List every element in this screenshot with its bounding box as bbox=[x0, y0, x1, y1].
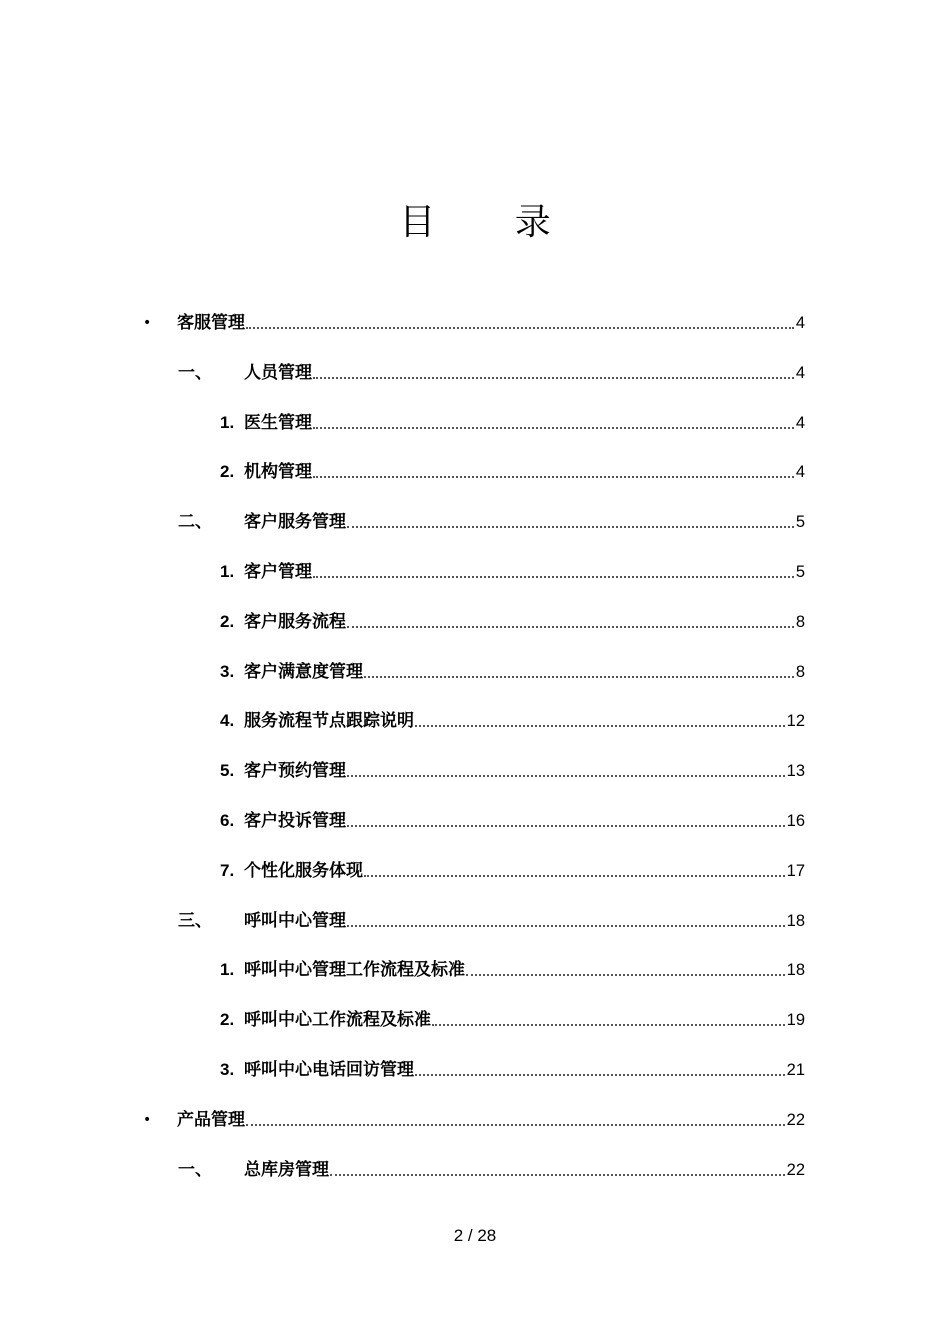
dot-leader bbox=[347, 526, 794, 528]
toc-entry-page-number: 13 bbox=[786, 762, 805, 781]
toc-entry-label[interactable]: 产品管理 bbox=[177, 1109, 245, 1130]
toc-entry-line bbox=[177, 1108, 805, 1132]
toc-entry[interactable] bbox=[0, 348, 950, 398]
toc-entry-number: 2. bbox=[220, 462, 235, 482]
toc-entry-page-number: 17 bbox=[786, 861, 805, 880]
dot-leader bbox=[432, 1024, 785, 1026]
toc-entry-label[interactable]: 客户预约管理 bbox=[244, 761, 346, 782]
toc-entry-number: 一、 bbox=[178, 1159, 212, 1180]
toc-entry-number: 5. bbox=[220, 761, 235, 781]
toc-entry-page-number: 8 bbox=[795, 612, 805, 631]
dot-leader bbox=[347, 775, 785, 777]
toc-entry[interactable] bbox=[0, 447, 950, 497]
toc-entry-page-number: 4 bbox=[795, 413, 805, 432]
toc-entry-page-number: 5 bbox=[795, 513, 805, 532]
dot-leader bbox=[347, 925, 785, 927]
toc-entry[interactable] bbox=[0, 497, 950, 547]
toc-entry-line bbox=[244, 809, 805, 833]
toc-entry[interactable] bbox=[0, 945, 950, 995]
toc-entry-page-number: 5 bbox=[795, 563, 805, 581]
toc-entry[interactable] bbox=[0, 1095, 950, 1145]
toc-entry-label[interactable]: 客户服务管理 bbox=[244, 512, 346, 533]
toc-entry-label[interactable]: 呼叫中心管理工作流程及标准 bbox=[244, 960, 465, 981]
toc-entry[interactable] bbox=[0, 995, 950, 1045]
dot-leader bbox=[313, 476, 794, 478]
toc-entry[interactable] bbox=[0, 398, 950, 448]
toc-entry-number: 三、 bbox=[178, 910, 212, 931]
toc-entry[interactable] bbox=[0, 547, 950, 597]
toc-entry-number: 二、 bbox=[178, 512, 212, 533]
toc-entry-label[interactable]: 客户服务流程 bbox=[244, 611, 346, 632]
toc-entry-label[interactable]: 客户满意度管理 bbox=[244, 661, 363, 682]
toc-entry-page-number: 22 bbox=[786, 1110, 805, 1129]
toc-entry[interactable] bbox=[0, 1045, 950, 1095]
toc-entry[interactable] bbox=[0, 647, 950, 697]
toc-entry-line bbox=[244, 1058, 805, 1082]
bullet-marker: • bbox=[143, 315, 152, 331]
toc-entry-label[interactable]: 总库房管理 bbox=[244, 1159, 329, 1180]
toc-entry-line bbox=[177, 311, 805, 335]
toc-entry-label[interactable]: 呼叫中心管理 bbox=[244, 910, 346, 931]
dot-leader bbox=[466, 974, 785, 976]
dot-leader bbox=[364, 875, 785, 877]
toc-entry[interactable] bbox=[0, 597, 950, 647]
toc-entry-label[interactable]: 个性化服务体现 bbox=[244, 860, 363, 881]
toc-entry-page-number: 4 bbox=[795, 363, 805, 382]
toc-entry-page-number: 22 bbox=[786, 1160, 805, 1179]
toc-entry-page-number: 8 bbox=[795, 662, 805, 681]
toc-entry-line bbox=[244, 460, 805, 484]
dot-leader bbox=[330, 1174, 785, 1176]
toc-entry-line bbox=[244, 859, 805, 883]
toc-entry-number: 2. bbox=[220, 1010, 235, 1030]
toc-entry-page-number: 16 bbox=[786, 812, 805, 830]
toc-entry-label[interactable]: 客服管理 bbox=[177, 313, 245, 333]
toc-entry[interactable] bbox=[0, 298, 950, 348]
toc-entry-number: 3. bbox=[220, 661, 235, 681]
toc-entry-label[interactable]: 机构管理 bbox=[244, 462, 312, 483]
toc-entry-line bbox=[244, 510, 805, 534]
toc-entry[interactable] bbox=[0, 696, 950, 746]
toc-entry[interactable] bbox=[0, 1145, 950, 1195]
toc-entry-number: 1. bbox=[220, 960, 235, 980]
bullet-marker: • bbox=[143, 1111, 152, 1128]
toc-entry[interactable] bbox=[0, 796, 950, 846]
dot-leader bbox=[415, 725, 785, 727]
dot-leader bbox=[246, 327, 794, 329]
toc-entry[interactable] bbox=[0, 896, 950, 946]
toc-entry-label[interactable]: 服务流程节点跟踪说明 bbox=[244, 711, 414, 732]
toc-entry-line bbox=[244, 560, 805, 584]
toc-entry-number: 6. bbox=[220, 811, 235, 830]
dot-leader bbox=[313, 377, 794, 379]
toc-entry-number: 1. bbox=[220, 412, 235, 432]
toc-entry-label[interactable]: 呼叫中心电话回访管理 bbox=[244, 1060, 414, 1080]
dot-leader bbox=[415, 1074, 785, 1076]
page-number: 2 / 28 bbox=[453, 1226, 497, 1245]
toc-entry[interactable] bbox=[0, 746, 950, 796]
toc-entry-line bbox=[244, 361, 805, 385]
dot-leader bbox=[313, 427, 794, 429]
toc-entry-number: 一、 bbox=[178, 362, 212, 383]
dot-leader bbox=[347, 825, 785, 827]
toc-entry-label[interactable]: 客户管理 bbox=[244, 562, 312, 582]
toc-entry-line bbox=[244, 1158, 805, 1182]
toc-entry-number: 2. bbox=[220, 611, 235, 631]
toc-entry-line bbox=[244, 909, 805, 933]
toc-entry-page-number: 12 bbox=[786, 712, 805, 731]
toc-entry-line bbox=[244, 1008, 805, 1032]
toc-entry-label[interactable]: 医生管理 bbox=[244, 412, 312, 433]
page-title: 目 录 bbox=[399, 202, 585, 243]
toc-entry-number: 4. bbox=[220, 711, 235, 731]
toc-entry-page-number: 21 bbox=[786, 1061, 805, 1079]
dot-leader bbox=[246, 1124, 785, 1126]
toc-entry-page-number: 18 bbox=[786, 911, 805, 930]
dot-leader bbox=[313, 576, 794, 578]
toc-entry-label[interactable]: 客户投诉管理 bbox=[244, 811, 346, 831]
toc-entry-page-number: 4 bbox=[795, 463, 805, 482]
toc-entry-line bbox=[244, 411, 805, 435]
dot-leader bbox=[364, 676, 794, 678]
toc-entry[interactable] bbox=[0, 846, 950, 896]
toc-entry-line bbox=[244, 709, 805, 733]
toc-entry-label[interactable]: 呼叫中心工作流程及标准 bbox=[244, 1010, 431, 1031]
toc-entry-number: 1. bbox=[220, 562, 235, 581]
toc-entry-number: 7. bbox=[220, 860, 235, 880]
dot-leader bbox=[347, 626, 794, 628]
toc-entry-page-number: 19 bbox=[786, 1011, 805, 1030]
toc-entry-line bbox=[244, 610, 805, 634]
toc-entry-line bbox=[244, 958, 805, 982]
toc-entry-label[interactable]: 人员管理 bbox=[244, 362, 312, 383]
toc-entry-page-number: 18 bbox=[786, 961, 805, 980]
toc-entry-line bbox=[244, 660, 805, 684]
toc-entry-line bbox=[244, 759, 805, 783]
toc-entry-page-number: 4 bbox=[795, 314, 805, 332]
toc-entry-number: 3. bbox=[220, 1060, 235, 1079]
